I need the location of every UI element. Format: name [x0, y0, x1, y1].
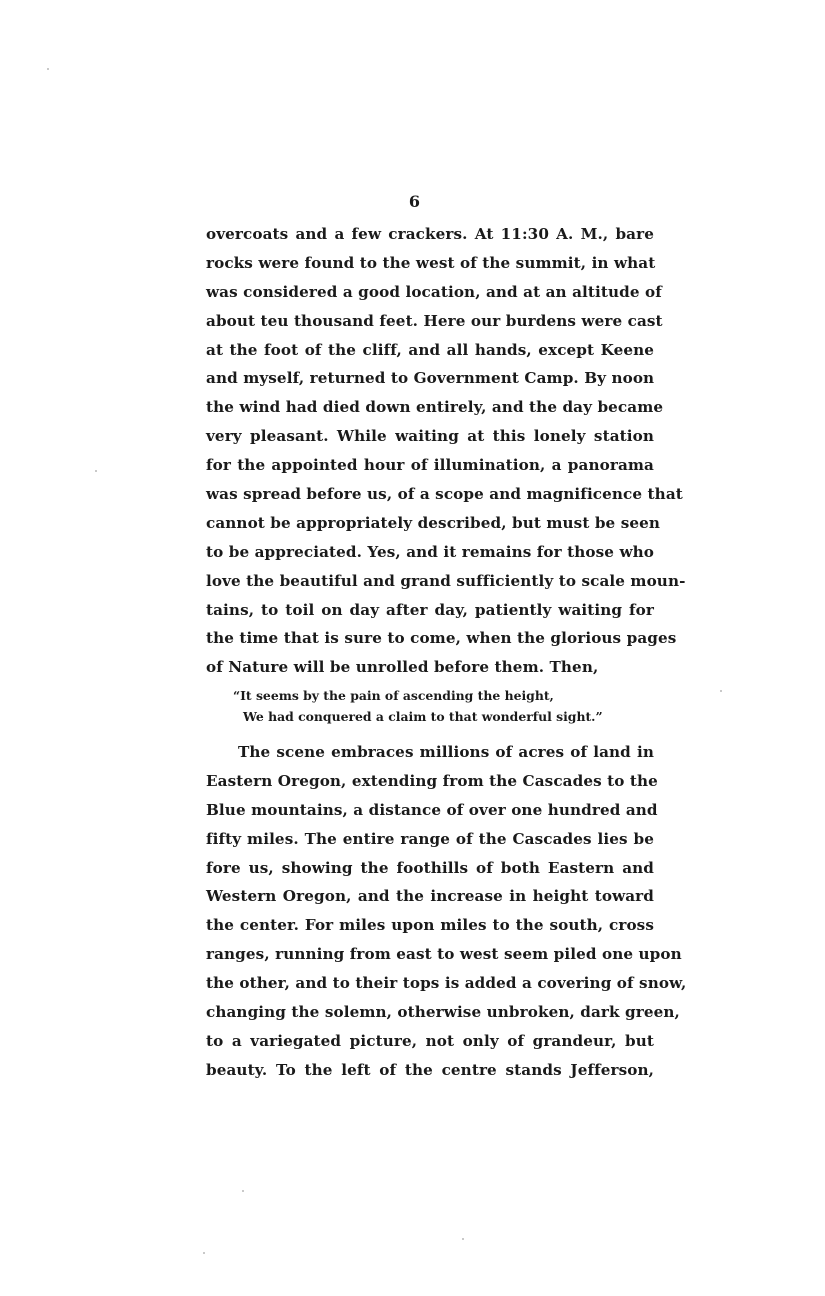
- text-line: fore us, showing the foothills of both Eastern and: [206, 858, 654, 877]
- text-line: the center. For miles upon miles to the south, cross: [206, 916, 654, 935]
- text-line: changing the solemn, otherwise unbroken, dark green,: [206, 1003, 680, 1022]
- text-line: for the appointed hour of illumination, a panorama: [206, 456, 654, 475]
- text-line: overcoats and a few crackers. At 11:30 A. M., bare: [206, 225, 654, 243]
- quote-line: “It seems by the pain of ascending the height,: [233, 688, 554, 703]
- paper-speck: [95, 470, 97, 472]
- paper-speck: [462, 1238, 464, 1240]
- text-line: of Nature will be unrolled before them. Then,: [206, 658, 599, 677]
- text-line: to be appreciated. Yes, and it remains for those who: [206, 542, 654, 561]
- text-line: beauty. To the left of the centre stands Jefferson,: [206, 1060, 654, 1079]
- text-line: love the beautiful and grand sufficiently to scale moun-: [206, 571, 686, 590]
- text-line: Blue mountains, a distance of over one hundred and: [206, 800, 658, 819]
- text-line: Western Oregon, and the increase in height toward: [206, 887, 654, 906]
- text-line: tains, to toil on day after day, patiently waiting for: [206, 600, 654, 619]
- paragraph-2: [206, 738, 687, 1085]
- verse-quote: [233, 685, 653, 727]
- text-line: cannot be appropriately described, but must be seen: [206, 513, 661, 532]
- page-number: 6: [408, 192, 421, 211]
- text-line: fifty miles. The entire range of the Cascades lies be: [206, 829, 654, 848]
- text-line: the wind had died down entirely, and the day became: [206, 398, 664, 417]
- text-line: was considered a good location, and at an altitude of: [206, 282, 662, 301]
- text-line: the other, and to their tops is added a covering of snow,: [206, 974, 687, 993]
- text-line: very pleasant. While waiting at this lonely station: [206, 427, 654, 446]
- text-line: to a variegated picture, not only of grandeur, but: [206, 1031, 654, 1050]
- paper-speck: [203, 1252, 205, 1254]
- text-line: rocks were found to the west of the summit, in what: [206, 253, 656, 272]
- quote-line: We had conquered a claim to that wonderful sight.”: [243, 709, 603, 724]
- text-line: at the foot of the cliff, and all hands, except Keene: [206, 340, 654, 359]
- text-line: Eastern Oregon, extending from the Cascades to the: [206, 771, 658, 790]
- paragraph-1: [206, 220, 686, 682]
- text-line: ranges, running from east to west seem piled one upon: [206, 945, 682, 964]
- text-line: and myself, returned to Government Camp. By noon: [206, 369, 655, 388]
- paper-speck: [242, 1190, 244, 1192]
- text-line: about teu thousand feet. Here our burdens were cast: [206, 311, 663, 330]
- paper-speck: [47, 68, 49, 70]
- paper-speck: [720, 690, 722, 692]
- text-line: The scene embraces millions of acres of land in: [238, 743, 654, 761]
- text-line: was spread before us, of a scope and magnificence that: [206, 485, 683, 504]
- text-line: the time that is sure to come, when the glorious pages: [206, 629, 677, 648]
